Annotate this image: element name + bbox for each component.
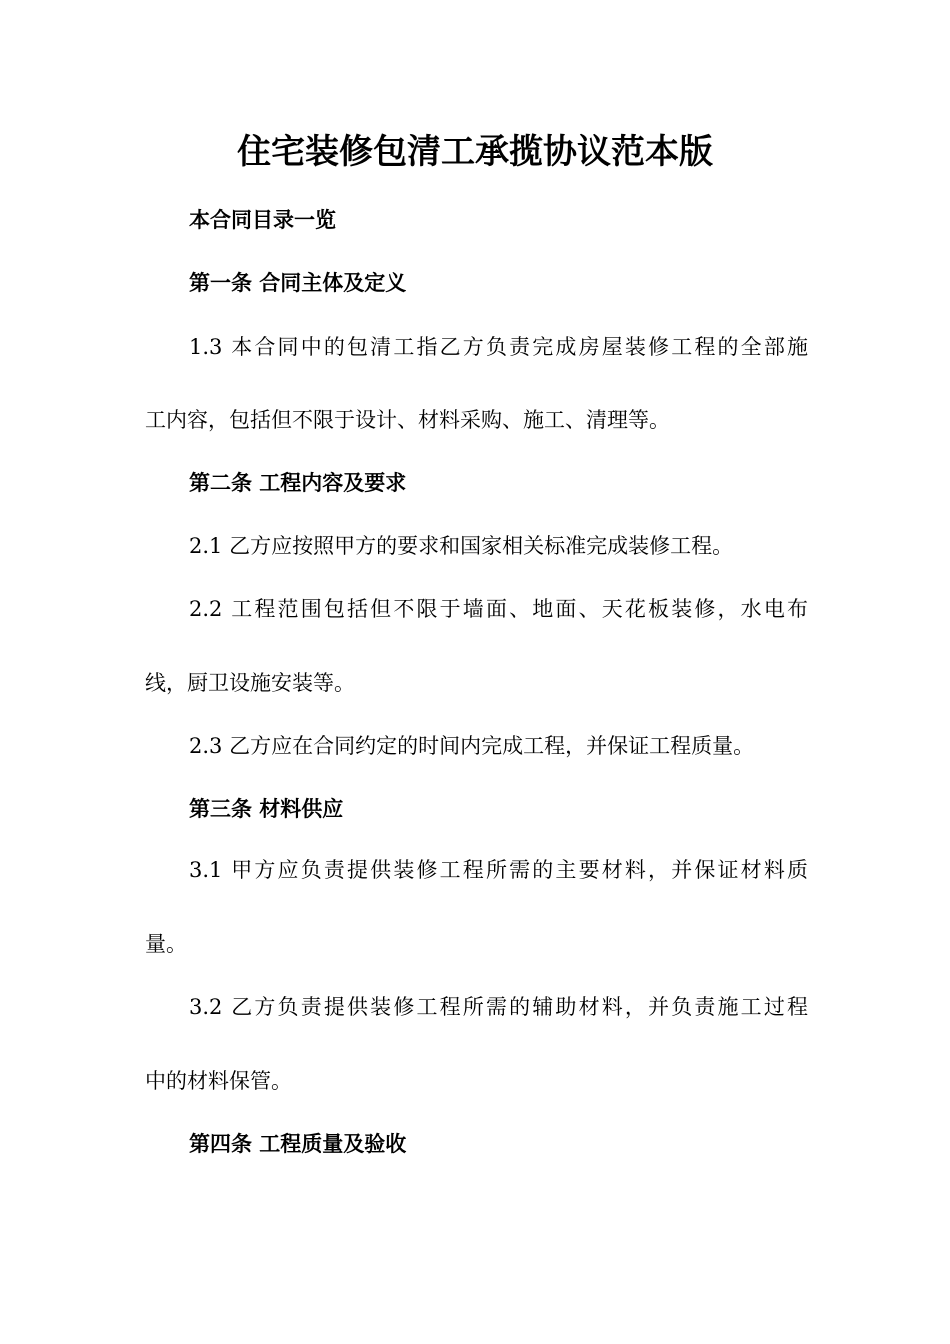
clause-3-2-line-1: 3.2 乙方负责提供装修工程所需的辅助材料，并负责施工过程 [189, 995, 808, 1019]
clause-2-2-line-2: 线，厨卫设施安装等。 [145, 671, 355, 695]
clause-3-2-line-2: 中的材料保管。 [145, 1069, 292, 1093]
clause-2-3: 2.3 乙方应在合同约定的时间内完成工程，并保证工程质量。 [189, 734, 755, 758]
article-1-heading: 第一条 合同主体及定义 [189, 271, 407, 295]
clause-1-3-line-1: 1.3 本合同中的包清工指乙方负责完成房屋装修工程的全部施 [189, 335, 808, 359]
toc-heading: 本合同目录一览 [189, 208, 336, 232]
document-title: 住宅装修包清工承揽协议范本版 [237, 132, 713, 172]
clause-3-1-line-1: 3.1 甲方应负责提供装修工程所需的主要材料，并保证材料质 [189, 858, 808, 882]
article-3-heading: 第三条 材料供应 [189, 797, 344, 821]
clause-2-1: 2.1 乙方应按照甲方的要求和国家相关标准完成装修工程。 [189, 534, 734, 558]
article-4-heading: 第四条 工程质量及验收 [189, 1132, 407, 1156]
article-2-heading: 第二条 工程内容及要求 [189, 471, 407, 495]
clause-3-1-line-2: 量。 [145, 932, 187, 956]
clause-1-3-line-2: 工内容，包括但不限于设计、材料采购、施工、清理等。 [145, 408, 670, 432]
clause-2-2-line-1: 2.2 工程范围包括但不限于墙面、地面、天花板装修，水电布 [189, 597, 808, 621]
